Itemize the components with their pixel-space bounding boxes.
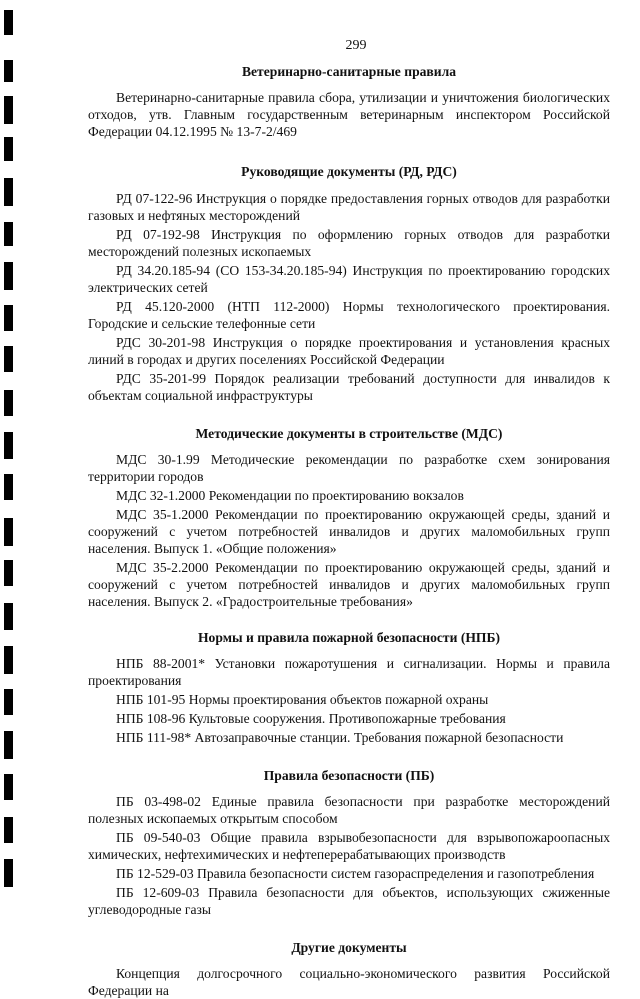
scan-mark bbox=[4, 137, 13, 161]
page-number: 299 bbox=[345, 38, 367, 53]
scan-mark bbox=[4, 96, 13, 124]
document-entry: РД 45.120-2000 (НТП 112-2000) Нормы технологического проектирования. Городские и сельские телефонные сети bbox=[88, 299, 610, 331]
scan-mark bbox=[4, 432, 13, 459]
scan-mark bbox=[4, 560, 13, 586]
document-page bbox=[88, 38, 610, 999]
document-entry: НПБ 88-2001* Установки пожаротушения и сигнализации. Нормы и правила проектирования bbox=[88, 656, 610, 688]
scan-mark bbox=[4, 859, 13, 887]
document-entry: РД 07-122-96 Инструкция о порядке предоставления горных отводов для разработки газовых и нефтяных месторождений bbox=[88, 191, 610, 223]
scan-mark bbox=[4, 10, 13, 35]
document-entry: ПБ 12-529-03 Правила безопасности систем газораспределения и газопотребления bbox=[116, 866, 595, 881]
document-entry: ПБ 12-609-03 Правила безопасности для объектов, использующих сжиженные углеводородные газы bbox=[88, 885, 610, 917]
document-entry: МДС 35-2.2000 Рекомендации по проектированию окружающей среды, зданий и сооружений с учетом потребностей инвалидов и других маломобильных групп населения. Выпуск 2. «Градостроительные требования» bbox=[88, 560, 610, 609]
scan-mark bbox=[4, 178, 13, 206]
document-entry: НПБ 111-98* Автозаправочные станции. Требования пожарной безопасности bbox=[116, 730, 564, 745]
section-items-pb bbox=[88, 793, 610, 918]
section-items-veterinary bbox=[88, 89, 610, 140]
document-entry: МДС 32-1.2000 Рекомендации по проектированию вокзалов bbox=[116, 488, 464, 503]
scan-mark bbox=[4, 518, 13, 546]
document-entry: ПБ 09-540-03 Общие правила взрывобезопасности для взрывопожароопасных химических, нефтехимических и нефтеперерабатывающих производств bbox=[88, 830, 610, 862]
document-entry: МДС 35-1.2000 Рекомендации по проектированию окружающей среды, зданий и сооружений с учетом потребностей инвалидов и других маломобильных групп населения. Выпуск 1. «Общие положения» bbox=[88, 507, 610, 556]
section-title-veterinary: Ветеринарно-санитарные правила bbox=[241, 64, 457, 79]
scan-mark bbox=[4, 222, 13, 246]
scan-mark bbox=[4, 689, 13, 715]
scan-mark bbox=[4, 603, 13, 630]
section-title-rd: Руководящие документы (РД, РДС) bbox=[241, 164, 457, 179]
scan-mark bbox=[4, 731, 13, 759]
scan-mark bbox=[4, 346, 13, 372]
section-title-mds: Методические документы в строительстве (МДС) bbox=[195, 426, 503, 441]
scan-mark bbox=[4, 774, 13, 800]
scan-edge-marks bbox=[4, 0, 18, 905]
document-entry: РД 34.20.185-94 (СО 153-34.20.185-94) Инструкция по проектированию городских электрических сетей bbox=[88, 263, 610, 295]
section-title-npb: Нормы и правила пожарной безопасности (НПБ) bbox=[197, 630, 501, 645]
document-entry: РДС 30-201-98 Инструкция о порядке проектирования и установления красных линий в городах и других поселениях Российской Федерации bbox=[88, 335, 610, 367]
section-items-rd bbox=[88, 190, 610, 404]
document-entry: НПБ 101-95 Нормы проектирования объектов пожарной охраны bbox=[116, 692, 489, 707]
document-entry: Ветеринарно-санитарные правила сбора, утилизации и уничтожения биологических отходов, утв. Главным государственным ветеринарным инспектором Российской Федерации 04.12.1995 № 13-7-2/469 bbox=[88, 90, 610, 139]
scan-mark bbox=[4, 646, 13, 674]
scan-mark bbox=[4, 60, 13, 82]
document-entry: Концепция долгосрочного социально-экономического развития Российской Федерации на bbox=[88, 966, 610, 998]
scan-mark bbox=[4, 390, 13, 416]
document-entry: РД 07-192-98 Инструкция по оформлению горных отводов для разработки месторождений полезных ископаемых bbox=[88, 227, 610, 259]
document-entry: МДС 30-1.99 Методические рекомендации по разработке схем зонирования территории городов bbox=[88, 452, 610, 484]
document-entry: НПБ 108-96 Культовые сооружения. Противопожарные требования bbox=[116, 711, 506, 726]
scan-mark bbox=[4, 474, 13, 500]
document-entry: РДС 35-201-99 Порядок реализации требований доступности для инвалидов к объектам социальной инфраструктуры bbox=[88, 371, 610, 403]
section-title-pb: Правила безопасности (ПБ) bbox=[263, 768, 435, 783]
scan-mark bbox=[4, 817, 13, 843]
section-items-mds bbox=[88, 451, 610, 610]
section-items-npb bbox=[88, 655, 610, 746]
document-entry: ПБ 03-498-02 Единые правила безопасности при разработке месторождений полезных ископаемых открытым способом bbox=[88, 794, 610, 826]
section-title-other: Другие документы bbox=[291, 940, 407, 955]
scan-mark bbox=[4, 305, 13, 331]
section-items-other bbox=[88, 965, 610, 999]
scan-mark bbox=[4, 262, 13, 290]
